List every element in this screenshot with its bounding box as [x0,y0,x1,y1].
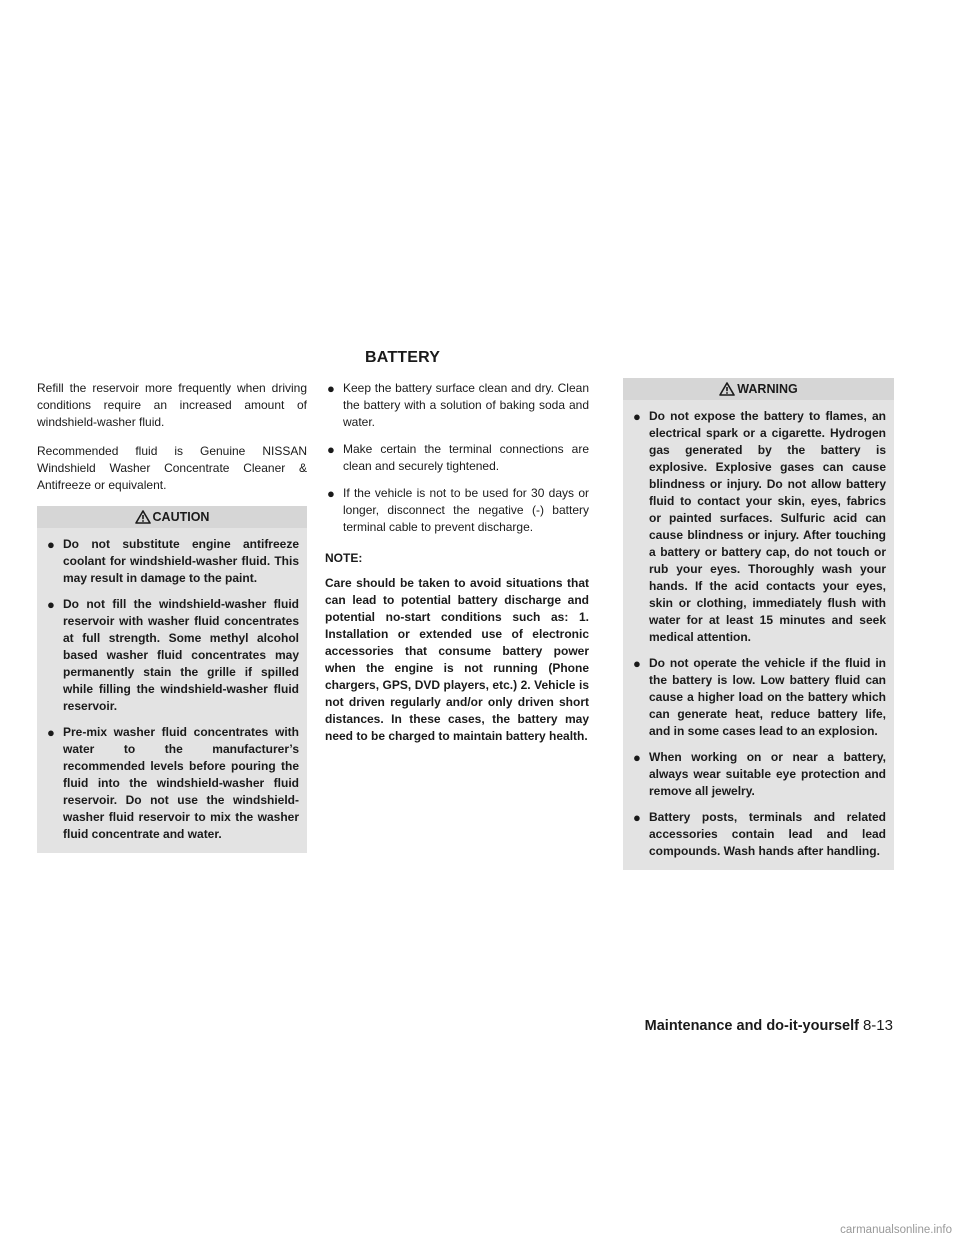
caution-box [37,506,307,853]
watermark: carmanualsonline.info [840,1224,952,1236]
warning-label: WARNING [737,381,798,396]
bullet-icon: ● [327,381,335,396]
bullet-icon: ● [47,725,55,740]
note-label: NOTE: [325,551,363,565]
warning-item: ● Do not expose the battery to flames, an electrical spark or a cigarette. Hydrogen gas generated by the battery is explosive. Explosive gases can cause blindness or injury. Do not allow battery fluid to contact your skin, eyes, fabrics or painted surfaces. Sulfuric acid can cause blindness or injury. After touching a battery or battery cap, do not touch or rub your eyes. Thoroughly wash your hands. If the acid contacts your eyes, skin or clothing, immediately flush with water for at least 15 minutes and seek medical attention. [633,409,886,644]
column-3 [623,378,894,870]
warning-item: ● Do not operate the vehicle if the fluid in the battery is low. Low battery fluid can cause a higher load on the battery which can generate heat, reduce battery life, and in some cases lead to an explosion. [633,656,886,738]
column-1 [37,380,307,853]
list-item: ● Make certain the terminal connections are clean and securely tightened. [327,442,589,473]
note-text: Care should be taken to avoid situations that can lead to potential battery discharge and potential no-start conditions such as: 1. Installation or extended use of electronic accessories that consume battery power when the engine is not running (Phone chargers, GPS, DVD players, etc.) 2. Vehicle is not driven regularly and/or only driven short distances. In these cases, the battery may need to be charged to maintain battery health. [325,576,589,743]
caution-label: CAUTION [152,509,210,524]
warning-list [631,408,886,860]
section-title: BATTERY [365,349,441,366]
caution-item: ● Pre-mix washer fluid concentrates with water to the manufacturer’s recommended levels before pouring the fluid into the windshield-washer fluid reservoir. Do not use the windshield-washer fluid reservoir to mix the washer fluid concentrate and water. [47,725,299,841]
list-item: ● If the vehicle is not to be used for 30 days or longer, disconnect the negative (-) battery terminal cable to prevent discharge. [327,486,589,534]
bullet-icon: ● [633,810,641,825]
paragraph: Refill the reservoir more frequently when driving conditions require an increased amount of windshield-washer fluid. [37,381,307,429]
warning-item: ● When working on or near a battery, always wear suitable eye protection and remove all jewelry. [633,750,886,798]
list-item: ● Keep the battery surface clean and dry. Clean the battery with a solution of baking soda and water. [327,381,589,429]
bullet-icon: ● [327,442,335,457]
page-number: 8-13 [862,1017,893,1034]
bullet-icon: ● [47,597,55,612]
chapter-title: Maintenance and do-it-yourself [644,1018,859,1034]
paragraph: Recommended fluid is Genuine NISSAN Windshield Washer Concentrate Cleaner & Antifreeze or equivalent. [37,444,307,492]
bullet-icon: ● [327,486,335,501]
page-footer [645,1017,893,1034]
bullet-icon: ● [633,656,641,671]
bullet-icon: ● [633,409,641,424]
warning-triangle-icon [719,382,735,396]
caution-item: ● Do not substitute engine antifreeze coolant for windshield-washer fluid. This may result in damage to the paint. [47,537,299,585]
warning-item: ● Battery posts, terminals and related accessories contain lead and lead compounds. Wash hands after handling. [633,810,886,858]
caution-item: ● Do not fill the windshield-washer fluid reservoir with washer fluid concentrates at full strength. Some methyl alcohol based washer fluid concentrates may permanently stain the grille if spilled while filling the windshield-washer fluid reservoir. [47,597,299,713]
warning-header [623,378,894,400]
column-2 [325,380,589,745]
warning-triangle-icon [135,510,151,524]
caution-list [45,536,299,843]
bullet-icon: ● [47,537,55,552]
battery-tips-list [325,380,589,536]
caution-header [37,506,307,528]
bullet-icon: ● [633,750,641,765]
warning-box [623,378,894,870]
